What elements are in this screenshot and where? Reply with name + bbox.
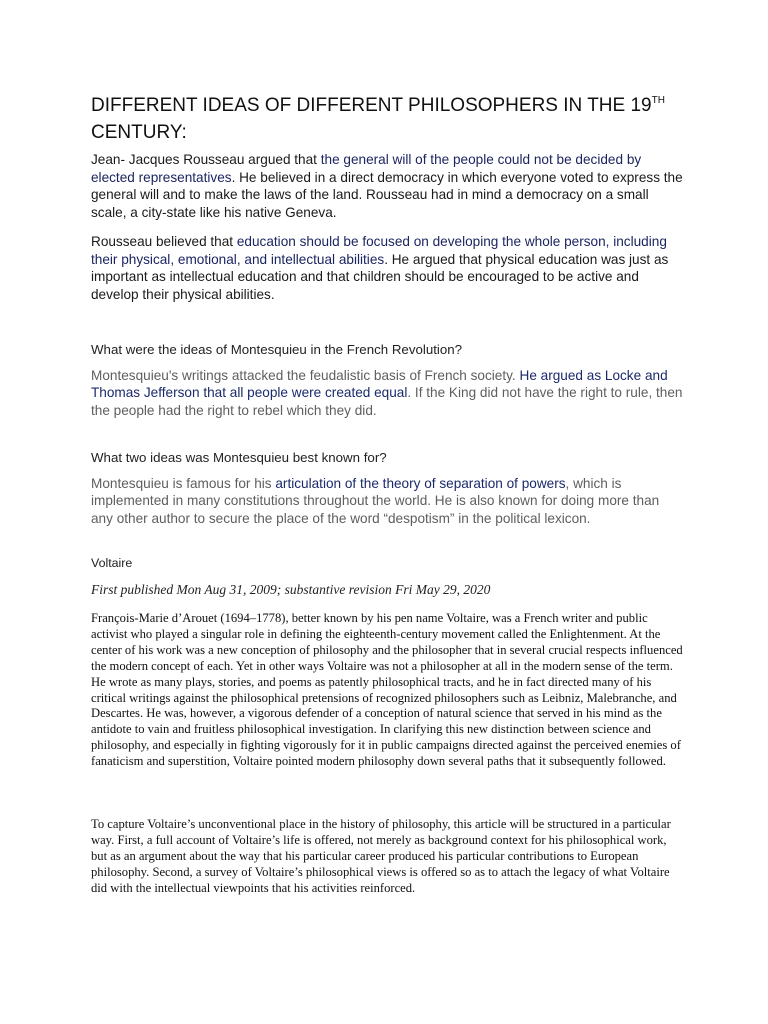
rousseau-p2-highlight: education should be focused on developing the whole person, including their physical, emotional, and intellectual abilities <box>91 234 667 267</box>
voltaire-paragraph-1: François-Marie d’Arouet (1694–1778), better known by his pen name Voltaire, was a French writer and public activist who played a singular role in defining the eighteenth-century movement called the Enlightenment. At the center of his work was a new conception of philosophy and the philosopher that in several crucial respects influenced the modern concept of each. Yet in other ways Voltaire was not a philosopher at all in the modern sense of the term. He wrote as many plays, stories, and poems as patently philosophical tracts, and he in fact directed many of his critical writings against the philosophical pretensions of recognized philosophers such as Leibniz, Malebranche, and Descartes. He was, however, a vigorous defender of a conception of natural science that served in his mind as the antidote to vain and fruitless philosophical investigation. In clarifying this new distinction between science and philosophy, and especially in fighting vigorously for it in public campaigns directed against the perceived enemies of fanaticism and superstition, Voltaire pointed modern philosophy down several paths that it subsequently followed. <box>91 611 683 769</box>
answer1-text-a: Montesquieu's writings attacked the feudalistic basis of French society. <box>91 368 520 383</box>
voltaire-paragraph-2: To capture Voltaire’s unconventional place in the history of philosophy, this article will be structured in a particular way. First, a full account of Voltaire’s life is offered, not merely as background context for his philosophical work, but as an argument about the way that his particular career produced his particular contributions to European philosophy. Second, a survey of Voltaire’s philosophical views is offered so as to attach the legacy of what Voltaire did with the intellectual viewpoints that his activities reinforced. <box>91 817 671 895</box>
rousseau-p2-text-c: . He argued that physical education was just as important as intellectual education and that children should be encouraged to be active and develop their physical abilities. <box>91 251 669 302</box>
title-superscript: TH <box>651 95 665 106</box>
rousseau-paragraph-1 <box>91 151 683 221</box>
publication-date: First published Mon Aug 31, 2009; substantive revision Fri May 29, 2020 <box>91 582 491 597</box>
rousseau-p1-text-a: Jean- Jacques Rousseau argued that <box>91 152 321 167</box>
answer2-text-c: , which is implemented in many constitutions throughout the world. He is also known for doing more than any other author to secure the place of the word “despotism” in the political lexicon. <box>91 476 660 526</box>
montesquieu-question-2: What two ideas was Montesquieu best known for? <box>91 450 387 465</box>
montesquieu-answer-1 <box>91 367 683 419</box>
answer2-text-a: Montesquieu is famous for his <box>91 476 276 491</box>
rousseau-paragraph-2 <box>91 233 683 303</box>
answer2-highlight: articulation of the theory of separation of powers <box>275 476 566 491</box>
montesquieu-question-1: What were the ideas of Montesquieu in the French Revolution? <box>91 342 463 357</box>
document-title <box>91 94 691 145</box>
title-line2: CENTURY: <box>91 122 187 143</box>
voltaire-heading: Voltaire <box>91 556 133 570</box>
title-text: DIFFERENT IDEAS OF DIFFERENT PHILOSOPHERS IN THE 19 <box>91 95 652 116</box>
montesquieu-answer-2 <box>91 475 683 527</box>
rousseau-p2-text-a: Rousseau believed that <box>91 234 237 249</box>
answer1-highlight: He argued as Locke and Thomas Jefferson that all people were created equal <box>91 368 668 401</box>
rousseau-p1-highlight: the general will of the people could not be decided by elected representatives <box>91 152 642 185</box>
rousseau-p1-text-c: . He believed in a direct democracy in which everyone voted to express the general will and to make the laws of the land. Rousseau had in mind a democracy on a small scale, a city-state like his native Geneva. <box>91 169 683 220</box>
answer1-text-c: . If the King did not have the right to rule, then the people had the right to rebel which they did. <box>91 385 683 418</box>
